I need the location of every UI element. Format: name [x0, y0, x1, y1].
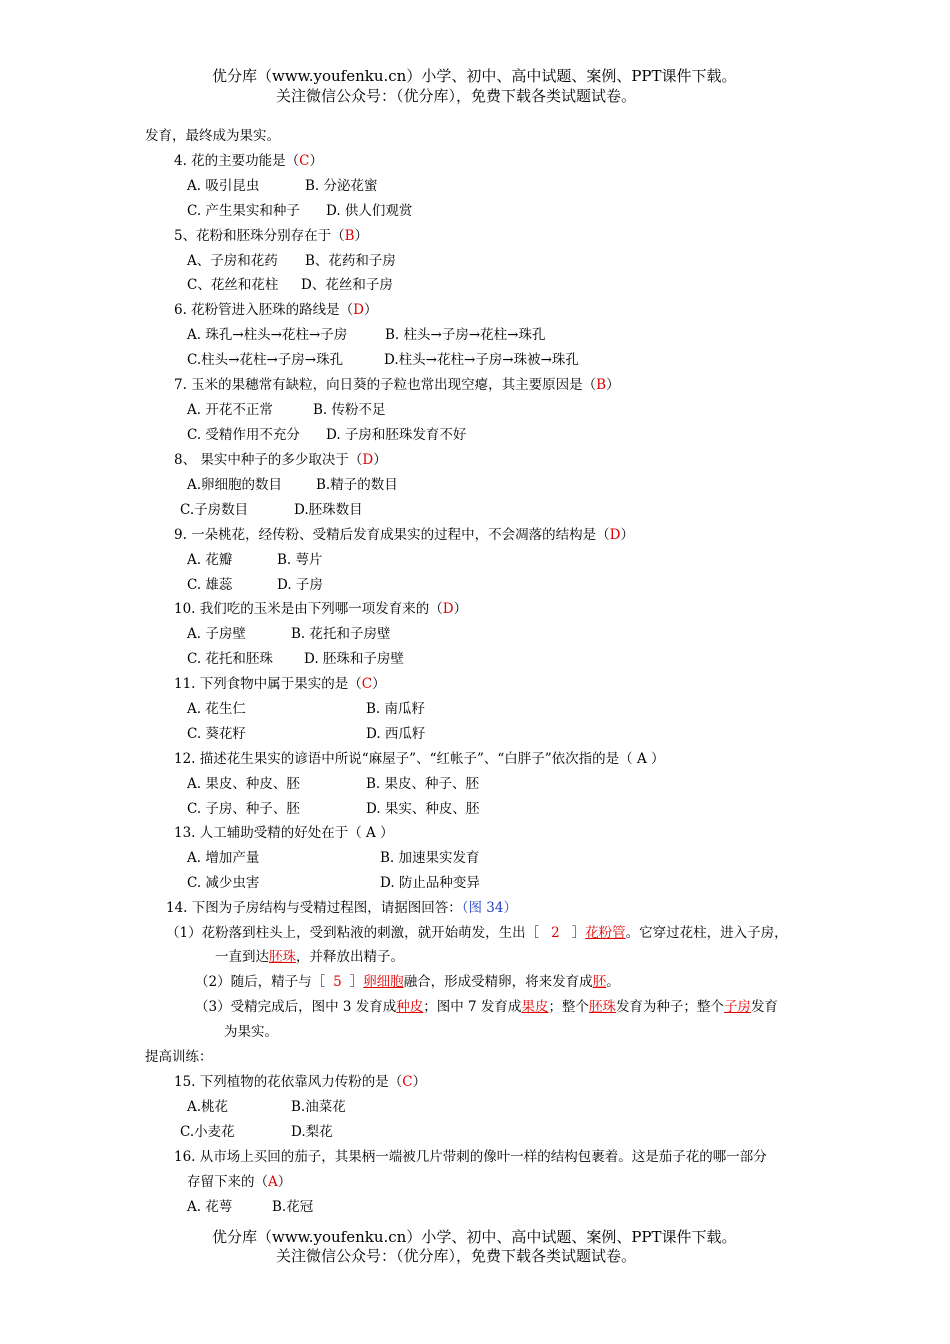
q10-option-b: B. 花托和子房壁 — [291, 626, 391, 642]
q13-option-c: C. 减少虫害 — [187, 875, 260, 891]
q8-option-d: D.胚珠数目 — [294, 502, 363, 518]
q4-option-d: D. 供人们观赏 — [326, 203, 413, 219]
footer-line-2: 关注微信公众号：（优分库），免费下载各类试题试卷。 — [276, 1247, 637, 1265]
q4-option-c: C. 产生果实和种子 — [187, 203, 300, 219]
q16-option-a: A. 花萼 — [187, 1199, 233, 1215]
answer-14-3a: 种皮 — [396, 999, 424, 1015]
answer-14-2b: 胚 — [592, 974, 607, 990]
q5-option-a: A、子房和花药 — [187, 253, 278, 269]
q9-option-c: C. 雄蕊 — [187, 577, 233, 593]
answer-14-1b: 胚珠 — [269, 949, 296, 965]
question-4: 4. 花的主要功能是（C） — [174, 153, 324, 169]
answer-16: A — [268, 1174, 278, 1190]
q6-option-a: A. 珠孔→柱头→花柱→子房 — [187, 327, 348, 343]
q4-option-b: B. 分泌花蜜 — [305, 178, 378, 194]
footer-line-1: 优分库（www.youfenku.cn）小学、初中、高中试题、案例、PPT课件下载。 — [212, 1228, 737, 1246]
q11-option-d: D. 西瓜籽 — [366, 726, 426, 742]
question-5: 5、花粉和胚珠分别存在于（B） — [174, 228, 369, 244]
q4-option-a: A. 吸引昆虫 — [187, 178, 260, 194]
q14-part-3-cont: 为果实。 — [224, 1024, 278, 1040]
q14-part-2: （2）随后，精子与［ 5 ］卵细胞融合，形成受精卵，将来发育成胚。 — [195, 974, 620, 990]
q13-option-a: A. 增加产量 — [187, 850, 260, 866]
answer-11: C — [361, 676, 373, 692]
answer-8: D — [362, 452, 374, 468]
question-14: 14. 下图为子房结构与受精过程图，请据图回答：（图 34） — [166, 900, 517, 916]
answer-9: D — [609, 527, 621, 543]
q15-option-d: D.梨花 — [291, 1124, 333, 1140]
question-10: 10. 我们吃的玉米是由下列哪一项发育来的（D） — [174, 601, 468, 617]
q10-option-c: C. 花托和胚珠 — [187, 651, 273, 667]
q15-option-c: C.小麦花 — [180, 1124, 235, 1140]
q11-option-b: B. 南瓜籽 — [366, 701, 426, 717]
answer-4: C — [299, 153, 310, 169]
question-15: 15. 下列植物的花依靠风力传粉的是（C） — [174, 1074, 427, 1090]
answer-10: D — [442, 601, 454, 617]
answer-14-3d: 子房 — [723, 999, 751, 1015]
answer-14-1a: 花粉管 — [585, 925, 626, 941]
answer-5: B — [344, 228, 355, 244]
q14-part-3: （3）受精完成后，图中 3 发育成种皮；图中 7 发育成果皮；整个胚珠发育为种子；整个子房发育 — [195, 999, 778, 1015]
section-heading: 提高训练： — [145, 1049, 213, 1065]
question-16-cont: 存留下来的（A） — [187, 1174, 292, 1190]
q9-option-b: B. 萼片 — [277, 552, 323, 568]
answer-14-3b: 果皮 — [521, 999, 549, 1015]
q7-option-b: B. 传粉不足 — [313, 402, 386, 418]
question-6: 6. 花粉管进入胚珠的路线是（D） — [174, 302, 378, 318]
q6-option-d: D.柱头→花柱→子房→珠被→珠孔 — [384, 352, 579, 368]
q5-option-c: C、花丝和花柱 — [187, 277, 279, 293]
q7-option-a: A. 开花不正常 — [187, 402, 273, 418]
question-16: 16. 从市场上买回的茄子，其果柄一端被几片带刺的像叶一样的结构包裹着。这是茄子花的哪一部分 — [174, 1149, 767, 1165]
q12-option-d: D. 果实、种皮、胚 — [366, 801, 480, 817]
q16-option-b: B.花冠 — [272, 1199, 314, 1215]
answer-7: B — [596, 377, 607, 393]
answer-15: C — [402, 1074, 413, 1090]
q6-option-b: B. 柱头→子房→花柱→珠孔 — [385, 327, 546, 343]
figure-reference: （图 34） — [461, 900, 517, 916]
q14-part-1: （1）花粉落到柱头上，受到粘液的刺激，就开始萌发，生出［ 2 ］花粉管。它穿过花柱，进入子房， — [166, 925, 788, 941]
answer-6: D — [353, 302, 364, 318]
header-line-2: 关注微信公众号：（优分库），免费下载各类试题试卷。 — [276, 87, 637, 105]
question-9: 9. 一朵桃花，经传粉、受精后发育成果实的过程中，不会凋落的结构是（D） — [174, 527, 634, 543]
q15-option-b: B.油菜花 — [291, 1099, 346, 1115]
q10-option-a: A. 子房壁 — [187, 626, 246, 642]
question-13: 13. 人工辅助受精的好处在于（ A ） — [174, 825, 394, 841]
q5-option-b: B、花药和子房 — [305, 253, 396, 269]
q8-option-c: C.子房数目 — [180, 502, 249, 518]
question-8: 8、 果实中种子的多少取决于（D） — [174, 452, 387, 468]
q14-part-1-cont: 一直到达胚珠，并释放出精子。 — [215, 949, 404, 965]
q13-option-d: D. 防止品种变异 — [380, 875, 480, 891]
q11-option-a: A. 花生仁 — [187, 701, 246, 717]
header-line-1: 优分库（www.youfenku.cn）小学、初中、高中试题、案例、PPT课件下载。 — [212, 67, 737, 85]
q7-option-d: D. 子房和胚珠发育不好 — [326, 427, 467, 443]
q15-option-a: A.桃花 — [187, 1099, 229, 1115]
q13-option-b: B. 加速果实发育 — [380, 850, 480, 866]
q12-option-a: A. 果皮、种皮、胚 — [187, 776, 300, 792]
q5-option-d: D、花丝和子房 — [301, 277, 393, 293]
q9-option-a: A. 花瓣 — [187, 552, 233, 568]
q6-option-c: C.柱头→花柱→子房→珠孔 — [187, 352, 344, 368]
question-12: 12. 描述花生果实的谚语中所说“麻屋子”、“红帐子”、“白胖子”依次指的是（ A ） — [174, 751, 665, 767]
q10-option-d: D. 胚珠和子房壁 — [304, 651, 404, 667]
q8-option-a: A.卵细胞的数目 — [187, 477, 283, 493]
intro-text: 发育，最终成为果实。 — [145, 128, 280, 144]
answer-14-3c: 胚珠 — [588, 999, 616, 1015]
q12-option-c: C. 子房、种子、胚 — [187, 801, 300, 817]
q8-option-b: B.精子的数目 — [316, 477, 398, 493]
question-7: 7. 玉米的果穗常有缺粒，向日葵的子粒也常出现空瘪，其主要原因是（B） — [174, 377, 620, 393]
q12-option-b: B. 果皮、种子、胚 — [366, 776, 480, 792]
q7-option-c: C. 受精作用不充分 — [187, 427, 300, 443]
q9-option-d: D. 子房 — [277, 577, 323, 593]
answer-14-2a: 卵细胞 — [363, 974, 404, 990]
q11-option-c: C. 葵花籽 — [187, 726, 246, 742]
question-11: 11. 下列食物中属于果实的是（C） — [174, 676, 386, 692]
